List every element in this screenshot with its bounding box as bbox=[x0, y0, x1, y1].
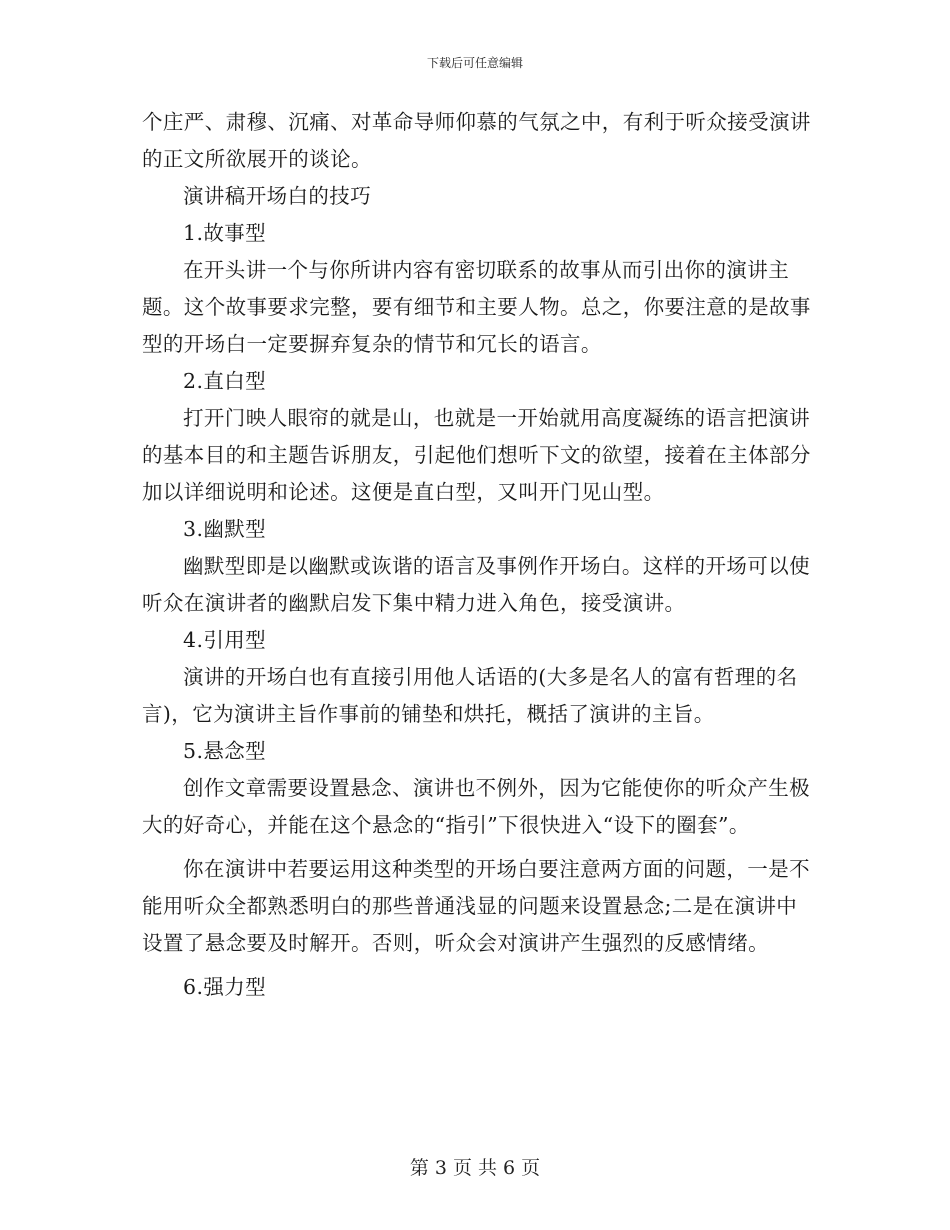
heading-suspense-type: 5.悬念型 bbox=[183, 739, 267, 763]
paragraph-continuation: 个庄严、肃穆、沉痛、对革命导师仰慕的气氛之中，有利于听众接受演讲的正文所欲展开的谈论。 bbox=[142, 110, 811, 171]
section-title: 演讲稿开场白的技巧 bbox=[183, 184, 372, 208]
page-header: 下载后可任意编辑 bbox=[426, 56, 523, 70]
paragraph-story-type: 在开头讲一个与你所讲内容有密切联系的故事从而引出你的演讲主题。这个故事要求完整，要有细节和主要人物。总之，你要注意的是故事型的开场白一定要摒弃复杂的情节和冗长的语言。 bbox=[142, 258, 811, 356]
heading-humor-type: 3.幽默型 bbox=[183, 517, 267, 541]
document-body bbox=[142, 104, 812, 1006]
paragraph-humor-type: 幽默型即是以幽默或诙谐的语言及事例作开场白。这样的开场可以使听众在演讲者的幽默启发下集中精力进入角色，接受演讲。 bbox=[142, 554, 810, 615]
paragraph-direct-type: 打开门映人眼帘的就是山，也就是一开始就用高度凝练的语言把演讲的基本目的和主题告诉朋友，引起他们想听下文的欲望，接着在主体部分加以详细说明和论述。这便是直白型，又叫开门见山型。 bbox=[142, 406, 811, 504]
paragraph-suspense-notes: 你在演讲中若要运用这种类型的开场白要注意两方面的问题，一是不能用听众全都熟悉明白的那些普通浅显的问题来设置悬念;二是在演讲中设置了悬念要及时解开。否则，听众会对演讲产生强烈的反感情绪。 bbox=[142, 857, 810, 955]
heading-story-type: 1.故事型 bbox=[183, 221, 267, 245]
page-number: 第 3 页 共 6 页 bbox=[409, 1157, 541, 1179]
heading-direct-type: 2.直白型 bbox=[183, 369, 267, 393]
heading-quote-type: 4.引用型 bbox=[183, 628, 267, 652]
paragraph-quote-type: 演讲的开场白也有直接引用他人话语的(大多是名人的富有哲理的名言)，它为演讲主旨作事前的铺垫和烘托，概括了演讲的主旨。 bbox=[142, 665, 798, 726]
paragraph-suspense-type: 创作文章需要设置悬念、演讲也不例外，因为它能使你的听众产生极大的好奇心，并能在这个悬念的“指引”下很快进入“设下的圈套”。 bbox=[142, 776, 810, 837]
heading-strong-type: 6.强力型 bbox=[183, 975, 267, 999]
